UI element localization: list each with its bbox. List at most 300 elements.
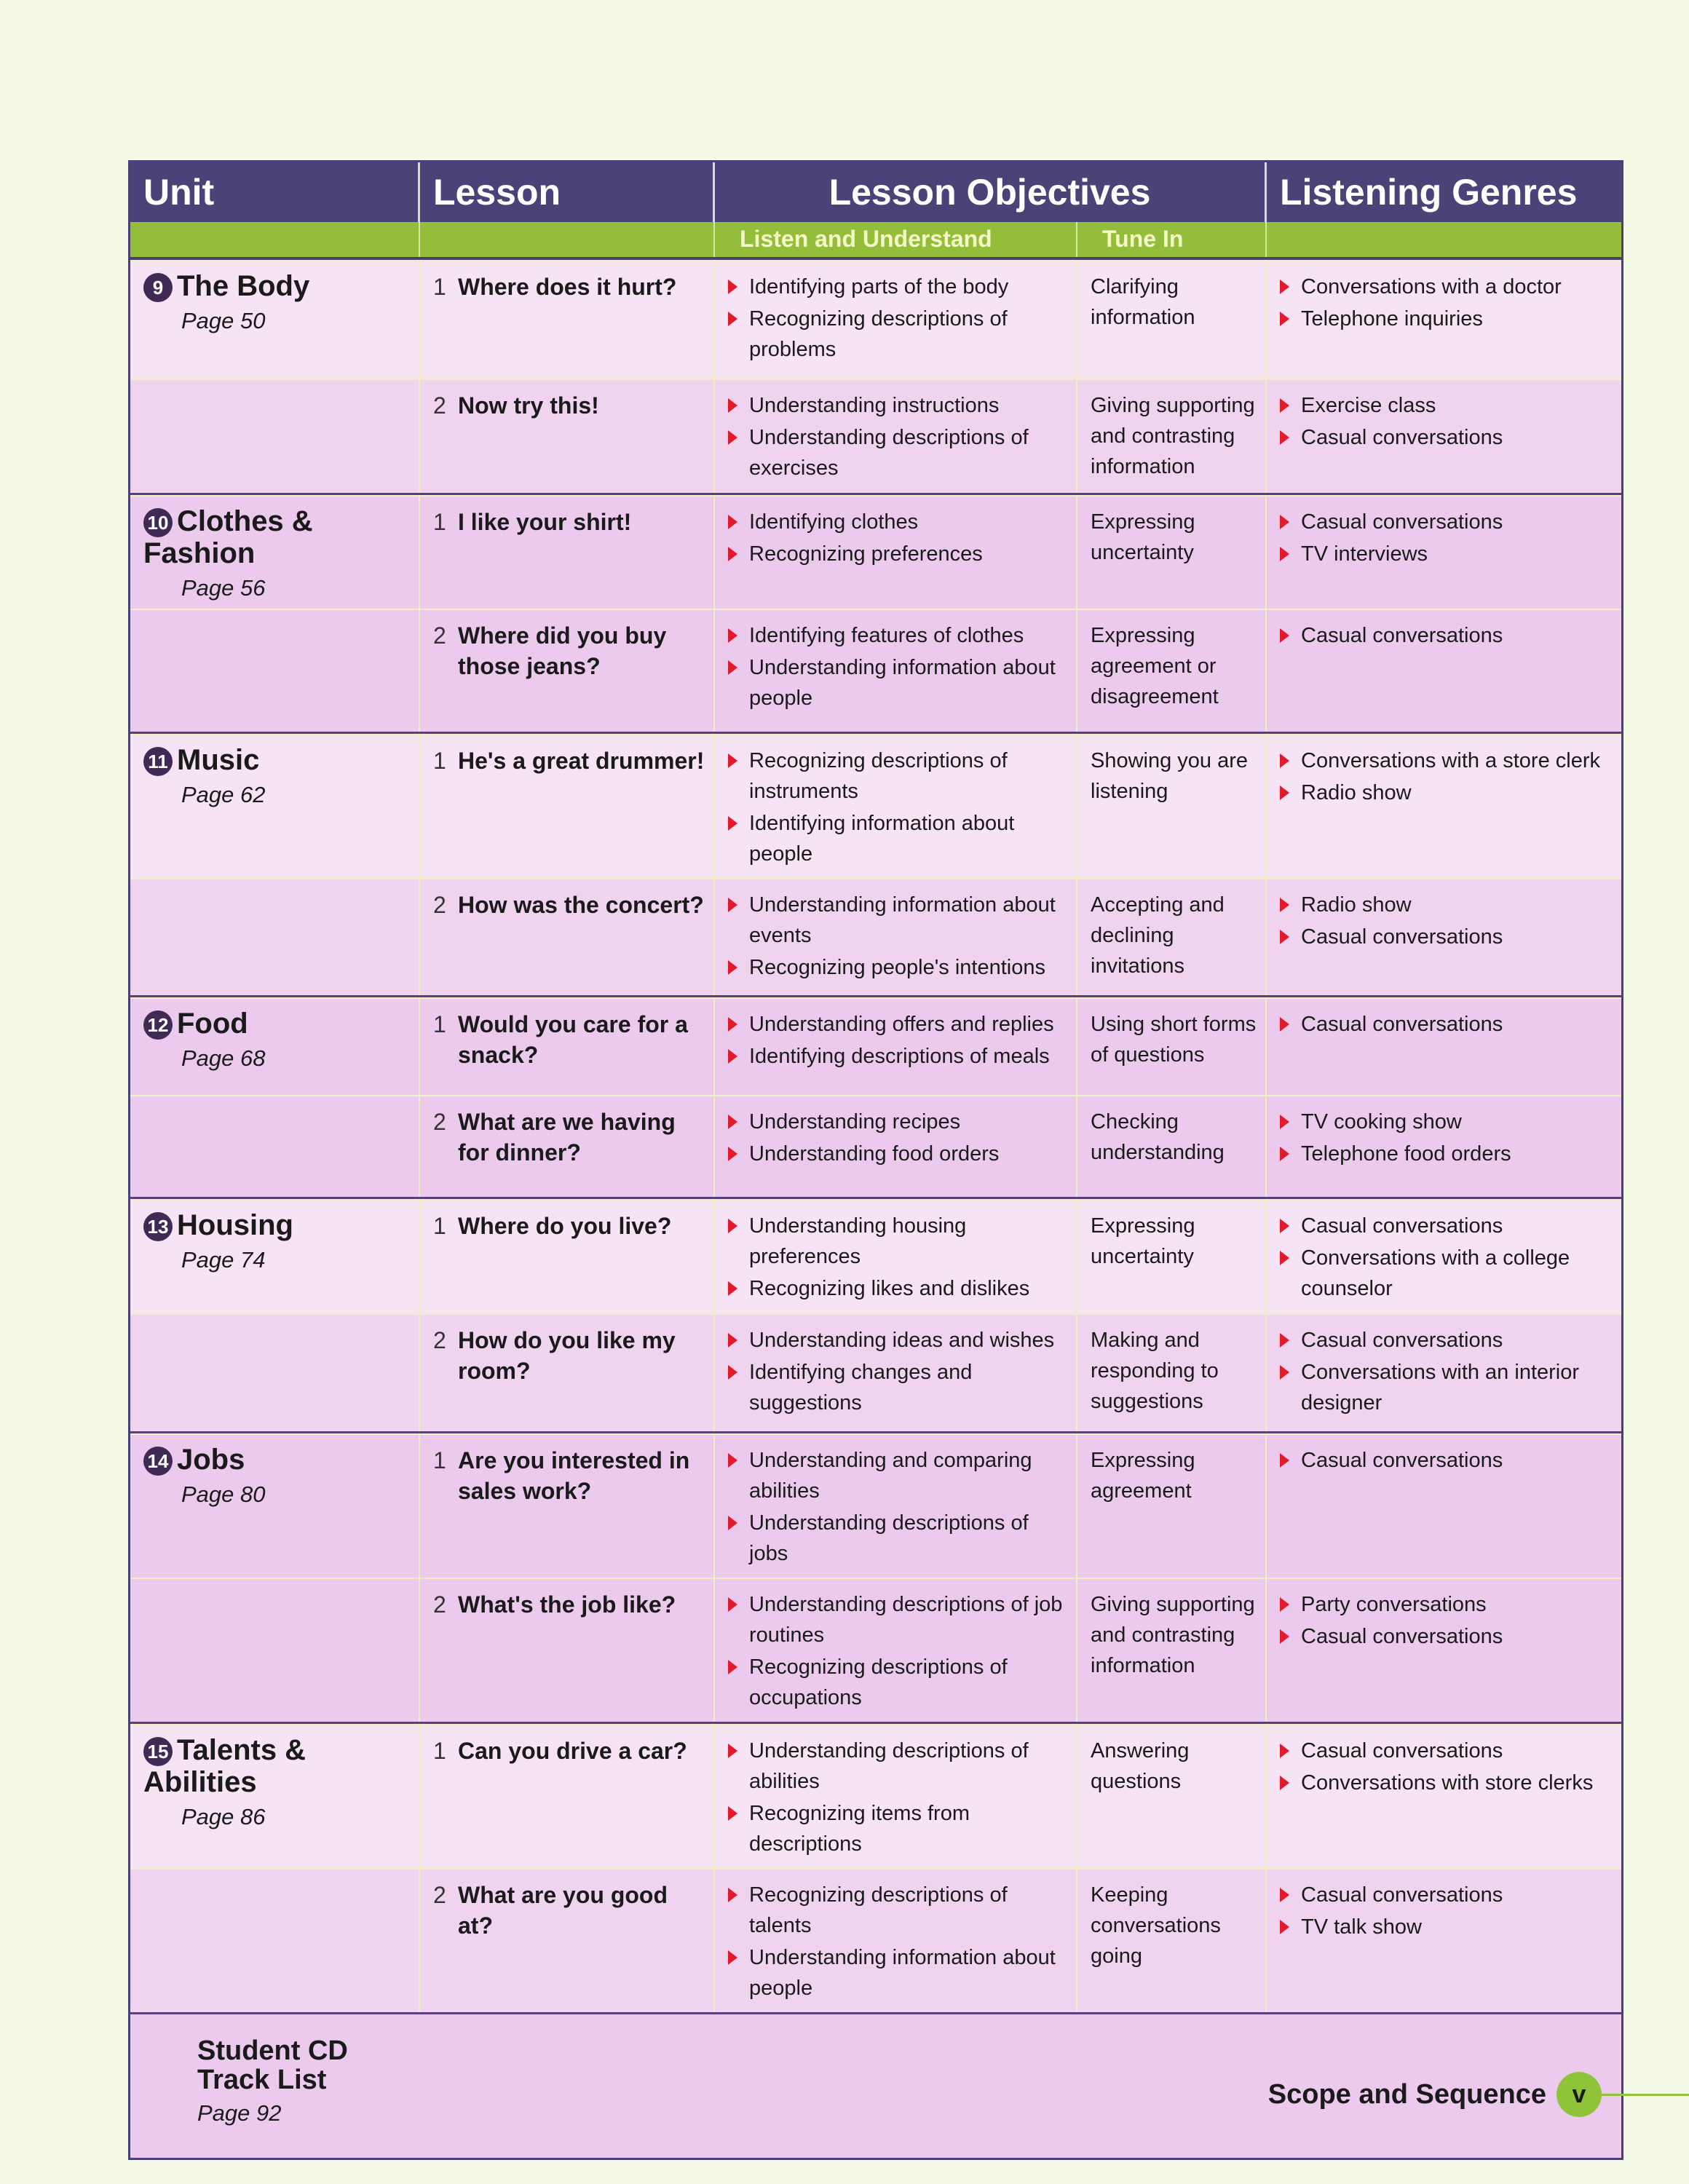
unit-cell xyxy=(130,1315,420,1431)
lesson-number: 1 xyxy=(433,509,446,535)
genre-item xyxy=(1280,272,1614,302)
bullet-arrow-icon xyxy=(728,816,737,831)
objective-item xyxy=(728,890,1069,951)
bullet-arrow-icon xyxy=(728,628,737,643)
unit-cell xyxy=(130,1579,420,1722)
bullet-arrow-icon xyxy=(1280,786,1289,800)
header-lesson: Lesson xyxy=(420,162,715,222)
lesson-number: 1 xyxy=(433,1011,446,1037)
lesson-row xyxy=(130,609,1621,732)
lesson-cell xyxy=(420,610,715,732)
lesson-title: He's a great drummer! xyxy=(458,748,705,774)
bullet-arrow-icon xyxy=(1280,1365,1289,1380)
objectives-cell xyxy=(715,610,1077,732)
objectives-cell xyxy=(715,1870,1077,2012)
genre-item xyxy=(1280,890,1614,920)
unit-name: Talents & Abilities xyxy=(143,1734,306,1799)
bullet-arrow-icon xyxy=(728,753,737,768)
tune-in-text: Using short forms of questions xyxy=(1091,1013,1257,1067)
unit-name: Housing xyxy=(177,1209,293,1241)
genre-text: Conversations with a doctor xyxy=(1301,275,1562,298)
genre-item xyxy=(1280,1243,1614,1304)
genre-item xyxy=(1280,1912,1614,1942)
unit-row xyxy=(130,260,1621,495)
bullet-arrow-icon xyxy=(728,1333,737,1348)
lesson-title: I like your shirt! xyxy=(458,509,632,535)
unit-title xyxy=(143,744,413,811)
genre-text: Party conversations xyxy=(1301,1593,1487,1616)
lesson-number: 2 xyxy=(433,622,446,649)
genres-cell xyxy=(1267,496,1621,609)
objective-text: Identifying information about people xyxy=(749,812,1015,866)
bullet-arrow-icon xyxy=(728,1017,737,1032)
bullet-arrow-icon xyxy=(728,960,737,975)
tune-in-text: Accepting and declining invitations xyxy=(1091,893,1225,978)
lesson-cell xyxy=(420,1435,715,1578)
subheader-blank xyxy=(1267,222,1621,257)
subheader-blank xyxy=(130,222,420,257)
objective-item xyxy=(728,1942,1069,2003)
footer-label: Scope and Sequence xyxy=(1267,2078,1546,2110)
unit-name: Food xyxy=(177,1008,248,1040)
lesson-row xyxy=(130,878,1621,995)
objective-text: Understanding descriptions of abilities xyxy=(749,1739,1029,1793)
lesson-number: 1 xyxy=(433,1738,446,1764)
genre-text: Conversations with an interior designer xyxy=(1301,1361,1580,1415)
bullet-arrow-icon xyxy=(1280,1920,1289,1934)
objective-text: Understanding ideas and wishes xyxy=(749,1329,1055,1352)
lesson-cell xyxy=(420,735,715,878)
genre-text: TV cooking show xyxy=(1301,1110,1462,1133)
bullet-arrow-icon xyxy=(728,1049,737,1064)
bullet-arrow-icon xyxy=(1280,1453,1289,1468)
objective-item xyxy=(728,1652,1069,1713)
unit-name: Music xyxy=(177,744,260,776)
genre-text: Casual conversations xyxy=(1301,1625,1503,1648)
genres-cell xyxy=(1267,1200,1621,1313)
unit-name: Clothes & Fashion xyxy=(143,505,313,570)
tune-in-cell xyxy=(1077,1315,1267,1431)
unit-page: Page 62 xyxy=(181,782,266,808)
objective-text: Identifying parts of the body xyxy=(749,275,1009,298)
bullet-arrow-icon xyxy=(1280,930,1289,944)
objective-item xyxy=(728,1041,1069,1072)
unit-title xyxy=(143,270,413,337)
track-list-label xyxy=(197,2036,387,2128)
objectives-cell xyxy=(715,735,1077,878)
lesson-number: 2 xyxy=(433,1327,446,1353)
unit-page: Page 56 xyxy=(181,575,266,601)
lesson-number: 1 xyxy=(433,748,446,774)
lesson-cell xyxy=(420,1200,715,1313)
bullet-arrow-icon xyxy=(728,1744,737,1758)
bullet-arrow-icon xyxy=(1280,312,1289,326)
genre-item xyxy=(1280,745,1614,776)
lesson-cell xyxy=(420,1579,715,1722)
tune-in-text: Giving supporting and contrasting information xyxy=(1091,1593,1255,1677)
lesson-cell xyxy=(420,1725,715,1868)
genre-item xyxy=(1280,1107,1614,1137)
tune-in-text: Expressing uncertainty xyxy=(1091,1214,1195,1268)
bullet-arrow-icon xyxy=(1280,547,1289,561)
objective-item xyxy=(728,539,1069,569)
genres-cell xyxy=(1267,879,1621,995)
objectives-cell xyxy=(715,1200,1077,1313)
genre-text: Casual conversations xyxy=(1301,1329,1503,1352)
objective-text: Identifying clothes xyxy=(749,510,919,534)
objective-text: Recognizing descriptions of instruments xyxy=(749,749,1008,803)
bullet-arrow-icon xyxy=(728,1660,737,1674)
lesson-title: What are you good at? xyxy=(458,1882,668,1939)
lesson-title: Now try this! xyxy=(458,392,599,419)
unit-cell xyxy=(130,1870,420,2012)
lesson-row xyxy=(130,379,1621,493)
genre-text: Radio show xyxy=(1301,781,1412,804)
bullet-arrow-icon xyxy=(728,1597,737,1612)
objective-item xyxy=(728,808,1069,869)
lesson-row xyxy=(130,1313,1621,1431)
track-list-page: Page 92 xyxy=(197,2100,282,2126)
genre-item xyxy=(1280,922,1614,952)
bullet-arrow-icon xyxy=(728,1115,737,1129)
objective-item xyxy=(728,1273,1069,1304)
unit-title xyxy=(143,1734,413,1833)
genres-cell xyxy=(1267,261,1621,379)
objective-text: Identifying features of clothes xyxy=(749,624,1024,647)
tune-in-text: Giving supporting and contrasting information xyxy=(1091,394,1255,478)
unit-title xyxy=(143,1008,413,1075)
objective-text: Recognizing people's intentions xyxy=(749,956,1045,979)
objective-text: Understanding descriptions of exercises xyxy=(749,426,1029,480)
bullet-arrow-icon xyxy=(728,1219,737,1233)
bullet-arrow-icon xyxy=(728,1516,737,1530)
tune-in-text: Making and responding to suggestions xyxy=(1091,1329,1219,1413)
bullet-arrow-icon xyxy=(1280,1147,1289,1161)
header-genres: Listening Genres xyxy=(1280,172,1578,213)
bullet-arrow-icon xyxy=(728,312,737,326)
tune-in-text: Keeping conversations going xyxy=(1091,1883,1221,1968)
unit-row xyxy=(130,1199,1621,1433)
scope-sequence-table xyxy=(128,160,1623,2160)
lesson-cell xyxy=(420,1315,715,1431)
unit-row xyxy=(130,1433,1621,1724)
bullet-arrow-icon xyxy=(1280,753,1289,768)
lesson-number: 2 xyxy=(433,892,446,918)
objective-text: Recognizing likes and dislikes xyxy=(749,1277,1030,1300)
unit-row xyxy=(130,734,1621,997)
tune-in-cell xyxy=(1077,496,1267,609)
genre-text: Conversations with a college counselor xyxy=(1301,1246,1570,1300)
unit-name: The Body xyxy=(177,270,310,302)
unit-page: Page 50 xyxy=(181,308,266,334)
tune-in-cell xyxy=(1077,610,1267,732)
unit-page: Page 80 xyxy=(181,1481,266,1508)
lesson-cell xyxy=(420,1870,715,2012)
lesson-cell xyxy=(420,879,715,995)
lesson-title: What's the job like? xyxy=(458,1591,676,1618)
genres-cell xyxy=(1267,735,1621,878)
bullet-arrow-icon xyxy=(1280,1776,1289,1790)
objective-text: Understanding housing preferences xyxy=(749,1214,967,1268)
objective-text: Understanding information about events xyxy=(749,893,1056,947)
genre-item xyxy=(1280,778,1614,808)
page-footer xyxy=(1268,2072,1602,2117)
bullet-arrow-icon xyxy=(728,1365,737,1380)
lesson-title: Where does it hurt? xyxy=(458,274,677,300)
unit-number-badge: 15 xyxy=(143,1737,173,1766)
unit-title xyxy=(143,505,413,604)
unit-title xyxy=(143,1209,413,1276)
unit-row xyxy=(130,997,1621,1199)
genre-item xyxy=(1280,422,1614,453)
table-subheader xyxy=(130,222,1621,260)
bullet-arrow-icon xyxy=(1280,1629,1289,1644)
genre-item xyxy=(1280,1736,1614,1766)
page-number: v xyxy=(1557,2072,1602,2117)
lesson-number: 2 xyxy=(433,1882,446,1908)
tune-in-cell xyxy=(1077,1579,1267,1722)
bullet-arrow-icon xyxy=(728,1147,737,1161)
genres-cell xyxy=(1267,1096,1621,1197)
lesson-number: 2 xyxy=(433,1591,446,1618)
objectives-cell xyxy=(715,1579,1077,1722)
tune-in-cell xyxy=(1077,1200,1267,1313)
subheader-blank xyxy=(420,222,715,257)
genre-text: Casual conversations xyxy=(1301,1883,1503,1907)
objectives-cell xyxy=(715,1096,1077,1197)
objective-text: Recognizing descriptions of occupations xyxy=(749,1655,1008,1709)
unit-title xyxy=(143,1444,413,1511)
genre-text: Telephone inquiries xyxy=(1301,307,1483,331)
objective-text: Understanding instructions xyxy=(749,394,1000,417)
objective-item xyxy=(728,652,1069,713)
lesson-cell xyxy=(420,496,715,609)
objectives-cell xyxy=(715,496,1077,609)
genre-item xyxy=(1280,620,1614,651)
footer-rule xyxy=(1602,2094,1689,2096)
bullet-arrow-icon xyxy=(1280,628,1289,643)
genre-text: Casual conversations xyxy=(1301,624,1503,647)
genre-text: Casual conversations xyxy=(1301,510,1503,534)
unit-cell xyxy=(130,610,420,732)
lesson-number: 1 xyxy=(433,1213,446,1239)
objective-text: Understanding recipes xyxy=(749,1110,961,1133)
genres-cell xyxy=(1267,999,1621,1095)
objective-item xyxy=(728,1357,1069,1418)
lesson-cell xyxy=(420,380,715,493)
objective-item xyxy=(728,1211,1069,1272)
genre-item xyxy=(1280,539,1614,569)
unit-number-badge: 11 xyxy=(143,747,173,776)
genre-text: Casual conversations xyxy=(1301,1013,1503,1036)
objective-text: Recognizing preferences xyxy=(749,542,983,566)
objective-text: Understanding descriptions of jobs xyxy=(749,1511,1029,1565)
unit-row xyxy=(130,1724,1621,2014)
objective-item xyxy=(728,422,1069,483)
objectives-cell xyxy=(715,380,1077,493)
genres-cell xyxy=(1267,1315,1621,1431)
lesson-title: What are we having for dinner? xyxy=(458,1109,676,1166)
objective-item xyxy=(728,1325,1069,1356)
genre-item xyxy=(1280,1445,1614,1476)
lesson-row xyxy=(130,1578,1621,1722)
bullet-arrow-icon xyxy=(1280,898,1289,912)
tune-in-text: Expressing agreement xyxy=(1091,1449,1195,1503)
unit-cell xyxy=(130,879,420,995)
track-list-title: Student CD Track List xyxy=(197,2035,348,2095)
genre-text: Casual conversations xyxy=(1301,1739,1503,1762)
tune-in-cell xyxy=(1077,380,1267,493)
bullet-arrow-icon xyxy=(728,515,737,529)
tune-in-text: Answering questions xyxy=(1091,1739,1190,1793)
bullet-arrow-icon xyxy=(1280,1251,1289,1265)
objective-text: Understanding information about people xyxy=(749,656,1056,710)
bullet-arrow-icon xyxy=(1280,1597,1289,1612)
lesson-row xyxy=(130,1095,1621,1197)
genre-item xyxy=(1280,1009,1614,1040)
lesson-cell xyxy=(420,261,715,379)
genre-item xyxy=(1280,1880,1614,1910)
bullet-arrow-icon xyxy=(728,1453,737,1468)
genres-cell xyxy=(1267,1725,1621,1868)
objective-item xyxy=(728,1798,1069,1859)
objective-text: Understanding offers and replies xyxy=(749,1013,1054,1036)
genre-text: TV interviews xyxy=(1301,542,1428,566)
objectives-cell xyxy=(715,999,1077,1095)
genre-text: Conversations with a store clerk xyxy=(1301,749,1600,772)
objective-item xyxy=(728,304,1069,365)
bullet-arrow-icon xyxy=(728,660,737,675)
genre-text: Casual conversations xyxy=(1301,1449,1503,1472)
unit-page: Page 68 xyxy=(181,1045,266,1072)
genre-item xyxy=(1280,390,1614,421)
genre-text: Exercise class xyxy=(1301,394,1436,417)
genre-item xyxy=(1280,1325,1614,1356)
bullet-arrow-icon xyxy=(1280,1888,1289,1902)
tune-in-cell xyxy=(1077,1725,1267,1868)
unit-number-badge: 9 xyxy=(143,273,173,302)
objective-text: Recognizing items from descriptions xyxy=(749,1802,970,1856)
objectives-cell xyxy=(715,1435,1077,1578)
objective-item xyxy=(728,1107,1069,1137)
objective-item xyxy=(728,1508,1069,1569)
unit-number-badge: 12 xyxy=(143,1010,173,1040)
genres-cell xyxy=(1267,1435,1621,1578)
bullet-arrow-icon xyxy=(1280,1219,1289,1233)
objective-text: Understanding food orders xyxy=(749,1142,1000,1166)
bullet-arrow-icon xyxy=(728,430,737,445)
objectives-cell xyxy=(715,261,1077,379)
genre-text: Telephone food orders xyxy=(1301,1142,1511,1166)
tune-in-cell xyxy=(1077,1870,1267,2012)
bullet-arrow-icon xyxy=(728,280,737,294)
objective-text: Understanding information about people xyxy=(749,1946,1056,2000)
objective-item xyxy=(728,1445,1069,1506)
objective-item xyxy=(728,745,1069,807)
genre-text: Casual conversations xyxy=(1301,426,1503,449)
header-unit: Unit xyxy=(130,162,420,222)
bullet-arrow-icon xyxy=(728,398,737,413)
objective-text: Identifying descriptions of meals xyxy=(749,1045,1050,1068)
tune-in-text: Clarifying information xyxy=(1091,275,1195,329)
objective-item xyxy=(728,1009,1069,1040)
bullet-arrow-icon xyxy=(728,1806,737,1821)
genre-text: Casual conversations xyxy=(1301,925,1503,949)
objective-item xyxy=(728,390,1069,421)
bullet-arrow-icon xyxy=(1280,280,1289,294)
objective-item xyxy=(728,1880,1069,1941)
tune-in-text: Expressing uncertainty xyxy=(1091,510,1195,564)
objectives-cell xyxy=(715,879,1077,995)
bullet-arrow-icon xyxy=(1280,398,1289,413)
bullet-arrow-icon xyxy=(1280,1017,1289,1032)
unit-number-badge: 14 xyxy=(143,1447,173,1476)
lesson-title: Can you drive a car? xyxy=(458,1738,687,1764)
objective-item xyxy=(728,1736,1069,1797)
objective-item xyxy=(728,1589,1069,1650)
tune-in-cell xyxy=(1077,261,1267,379)
bullet-arrow-icon xyxy=(728,1950,737,1965)
lesson-title: Where did you buy those jeans? xyxy=(458,622,667,679)
objective-text: Recognizing descriptions of problems xyxy=(749,307,1008,361)
lesson-number: 2 xyxy=(433,392,446,419)
lesson-number: 1 xyxy=(433,1447,446,1473)
genre-item xyxy=(1280,1357,1614,1418)
genre-text: Radio show xyxy=(1301,893,1412,917)
objective-item xyxy=(728,620,1069,651)
bullet-arrow-icon xyxy=(1280,430,1289,445)
header-objectives: Lesson Objectives xyxy=(715,162,1267,222)
genre-item xyxy=(1280,1139,1614,1169)
lesson-title: Are you interested in sales work? xyxy=(458,1447,690,1504)
tune-in-cell xyxy=(1077,735,1267,878)
lesson-cell xyxy=(420,999,715,1095)
lesson-cell xyxy=(420,1096,715,1197)
genre-item xyxy=(1280,1768,1614,1798)
subheader-tune-in: Tune In xyxy=(1077,222,1267,257)
tune-in-cell xyxy=(1077,999,1267,1095)
bullet-arrow-icon xyxy=(728,1888,737,1902)
genre-item xyxy=(1280,507,1614,537)
objective-text: Recognizing descriptions of talents xyxy=(749,1883,1008,1937)
genres-cell xyxy=(1267,380,1621,493)
objective-item xyxy=(728,272,1069,302)
tune-in-text: Showing you are listening xyxy=(1091,749,1249,803)
unit-cell xyxy=(130,380,420,493)
tune-in-cell xyxy=(1077,879,1267,995)
tune-in-text: Expressing agreement or disagreement xyxy=(1091,624,1219,708)
objective-item xyxy=(728,507,1069,537)
unit-name: Jobs xyxy=(177,1444,245,1476)
genre-item xyxy=(1280,1211,1614,1241)
unit-number-badge: 10 xyxy=(143,508,173,537)
genres-cell xyxy=(1267,610,1621,732)
tune-in-text: Checking understanding xyxy=(1091,1110,1225,1164)
objectives-cell xyxy=(715,1725,1077,1868)
bullet-arrow-icon xyxy=(1280,1333,1289,1348)
objective-text: Understanding descriptions of job routines xyxy=(749,1593,1063,1647)
objectives-cell xyxy=(715,1315,1077,1431)
genre-item xyxy=(1280,1621,1614,1652)
objective-text: Identifying changes and suggestions xyxy=(749,1361,973,1415)
objective-text: Understanding and comparing abilities xyxy=(749,1449,1032,1503)
bullet-arrow-icon xyxy=(728,898,737,912)
lesson-number: 1 xyxy=(433,274,446,300)
lesson-row xyxy=(130,1868,1621,2012)
genre-text: Conversations with store clerks xyxy=(1301,1771,1594,1795)
tune-in-cell xyxy=(1077,1096,1267,1197)
unit-row xyxy=(130,495,1621,734)
